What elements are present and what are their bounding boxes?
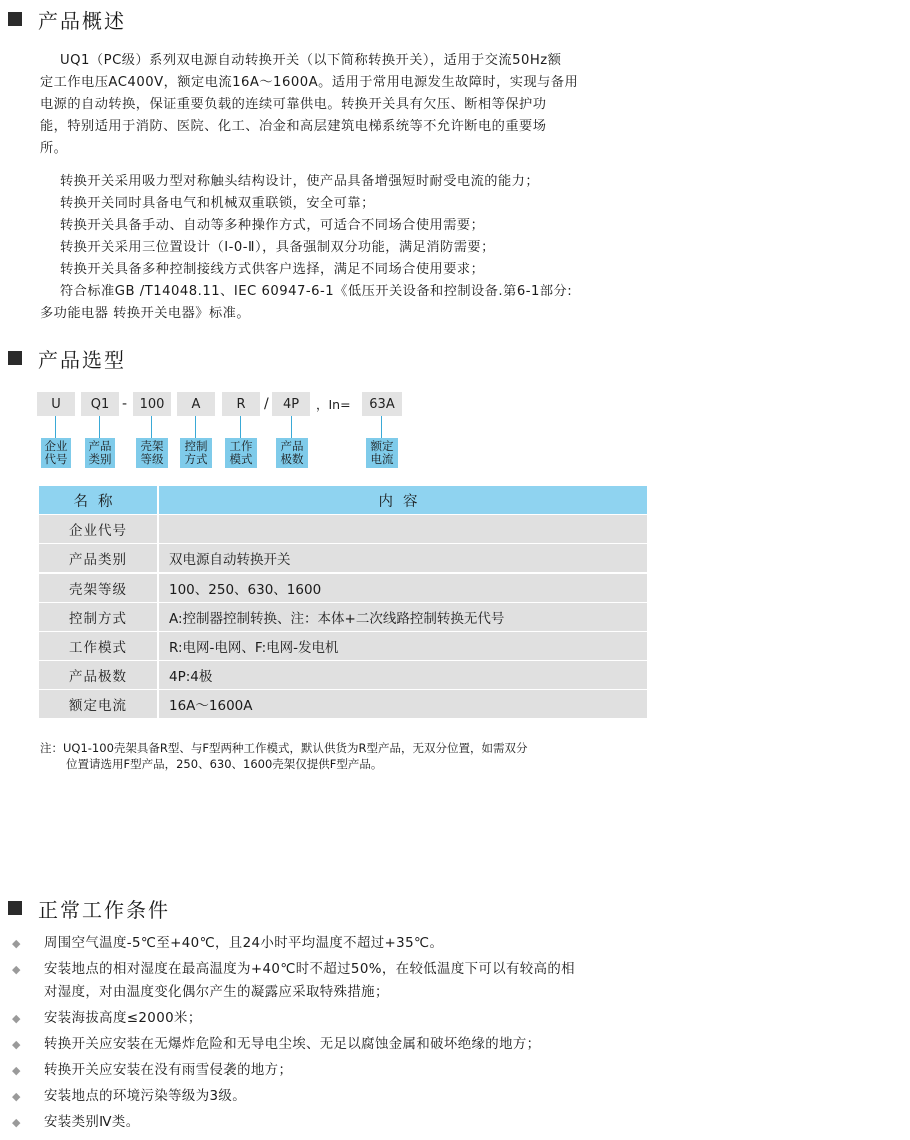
- diamond-bullet-icon: ◆: [12, 1012, 21, 1025]
- text-line: 电源的自动转换，保证重要负载的连续可靠供电。转换开关具有欠压、断相等保护功: [40, 97, 547, 112]
- table-cell-name: 产品极数: [39, 661, 157, 689]
- code-part-company: U: [37, 392, 75, 416]
- table-cell-content: 4P:4极: [159, 661, 647, 689]
- text-line: 定工作电压AC400V，额定电流16A～1600A。适用于常用电源发生故障时，实现与备用: [40, 75, 579, 90]
- table-row: [39, 690, 647, 718]
- item-text: 安装海拔高度≤2000米；: [44, 1011, 202, 1026]
- code-separator: /: [264, 396, 269, 412]
- code-label-frame: [136, 438, 168, 468]
- code-separator: -: [122, 396, 128, 412]
- connector-line: [381, 416, 382, 438]
- code-label-company: [41, 438, 71, 468]
- text-line: 转换开关采用三位置设计（Ⅰ-0-Ⅱ），具备强制双分功能，满足消防需要；: [60, 240, 495, 255]
- list-item: [10, 1111, 670, 1134]
- code-part-frame: 100: [133, 392, 171, 416]
- list-item: [10, 1007, 670, 1030]
- section-conditions-header: [8, 895, 170, 921]
- text-line: 转换开关采用吸力型对称触头结构设计，使产品具备增强短时耐受电流的能力；: [60, 174, 540, 189]
- label-line: 模式: [229, 452, 253, 466]
- label-line: 类别: [88, 452, 112, 466]
- table-row: [39, 603, 647, 631]
- diamond-bullet-icon: ◆: [12, 963, 21, 976]
- overview-paragraph: [40, 50, 656, 160]
- table-cell-name: 壳架等级: [39, 574, 157, 602]
- table-cell-name: 企业代号: [39, 515, 157, 543]
- selection-note: [40, 740, 660, 772]
- features-paragraph: [40, 171, 656, 325]
- label-line: 企业: [44, 439, 68, 453]
- label-line: 壳架: [140, 439, 164, 453]
- table-row: [39, 661, 647, 689]
- table-cell-content: 16A～1600A: [159, 690, 647, 718]
- code-label-category: [85, 438, 115, 468]
- table-cell-content: 双电源自动转换开关: [159, 544, 647, 572]
- code-part-poles: 4P: [272, 392, 310, 416]
- connector-line: [240, 416, 241, 438]
- label-line: 等级: [140, 452, 164, 466]
- selection-table: [39, 486, 647, 720]
- diamond-bullet-icon: ◆: [12, 1064, 21, 1077]
- code-label-poles: [276, 438, 308, 468]
- section-square-icon: [8, 351, 22, 365]
- label-line: 电流: [370, 452, 394, 466]
- table-cell-content: R:电网-电网、F:电网-发电机: [159, 632, 647, 660]
- list-item: [10, 1059, 670, 1082]
- code-part-control: A: [177, 392, 215, 416]
- item-text: 周围空气温度-5℃至+40℃，且24小时平均温度不超过+35℃。: [44, 936, 444, 951]
- table-header-row: [39, 486, 647, 514]
- label-line: 方式: [184, 452, 208, 466]
- table-cell-name: 工作模式: [39, 632, 157, 660]
- table-cell-name: 额定电流: [39, 690, 157, 718]
- diamond-bullet-icon: ◆: [12, 1116, 21, 1129]
- label-line: 产品: [280, 439, 304, 453]
- text-line: 多功能电器 转换开关电器》标准。: [40, 306, 251, 321]
- text-line: 能，特别适用于消防、医院、化工、冶金和高层建筑电梯系统等不允许断电的重要场: [40, 119, 547, 134]
- text-line: 符合标准GB /T14048.11、IEC 60947-6-1《低压开关设备和控制设备.第6-1部分:: [60, 284, 573, 299]
- section-square-icon: [8, 901, 22, 915]
- table-row: [39, 632, 647, 660]
- label-line: 极数: [280, 452, 304, 466]
- label-line: 产品: [88, 439, 112, 453]
- code-part-category: Q1: [81, 392, 119, 416]
- table-header-content: 内容: [159, 486, 647, 514]
- section-square-icon: [8, 12, 22, 26]
- table-header-name: 名称: [39, 486, 157, 514]
- text-line: 转换开关具备多种控制接线方式供客户选择，满足不同场合使用要求；: [60, 262, 485, 277]
- item-text: 安装类别Ⅳ类。: [44, 1115, 140, 1130]
- connector-line: [291, 416, 292, 438]
- label-line: 代号: [44, 452, 68, 466]
- section-selection-header: [8, 345, 126, 371]
- list-item: [10, 1085, 670, 1108]
- item-text: 对湿度，对由温度变化偶尔产生的凝露应采取特殊措施；: [44, 985, 389, 1000]
- diamond-bullet-icon: ◆: [12, 1038, 21, 1051]
- text-line: 所。: [40, 141, 68, 156]
- diamond-bullet-icon: ◆: [12, 1090, 21, 1103]
- table-cell-name: 产品类别: [39, 544, 157, 572]
- text-line: 转换开关具备手动、自动等多种操作方式，可适合不同场合使用需要；: [60, 218, 485, 233]
- table-cell-content: [159, 515, 647, 543]
- list-item: [10, 1033, 670, 1056]
- code-label-mode: [225, 438, 257, 468]
- code-part-mode: R: [222, 392, 260, 416]
- conditions-list: [10, 932, 670, 1137]
- connector-line: [55, 416, 56, 438]
- text-line: 转换开关同时具备电气和机械双重联锁，安全可靠；: [60, 196, 375, 211]
- section-title: 正常工作条件: [38, 897, 170, 922]
- table-cell-name: 控制方式: [39, 603, 157, 631]
- label-line: 控制: [184, 439, 208, 453]
- table-cell-content: 100、250、630、1600: [159, 574, 647, 602]
- list-item: [10, 958, 670, 1004]
- table-row: [39, 515, 647, 543]
- list-item: [10, 932, 670, 955]
- item-text: 转换开关应安装在没有雨雪侵袭的地方；: [44, 1063, 293, 1078]
- diamond-bullet-icon: ◆: [12, 937, 21, 950]
- item-text: 安装地点的相对湿度在最高温度为+40℃时不超过50%，在较低温度下可以有较高的相: [44, 962, 575, 977]
- code-separator: ，In=: [316, 397, 351, 412]
- connector-line: [99, 416, 100, 438]
- section-title: 产品概述: [38, 8, 126, 33]
- table-row: [39, 574, 647, 602]
- text-line: UQ1（PC级）系列双电源自动转换开关（以下简称转换开关），适用于交流50Hz额: [60, 53, 562, 68]
- table-row: [39, 544, 647, 572]
- code-label-current: [366, 438, 398, 468]
- table-cell-content: A:控制器控制转换、注：本体+二次线路控制转换无代号: [159, 603, 647, 631]
- connector-line: [195, 416, 196, 438]
- label-line: 额定: [370, 439, 394, 453]
- note-line: 位置请选用F型产品，250、630、1600壳架仅提供F型产品。: [66, 757, 383, 771]
- code-part-current: 63A: [362, 392, 402, 416]
- connector-line: [151, 416, 152, 438]
- section-overview-header: [8, 6, 126, 32]
- note-line: 注：UQ1-100壳架具备R型、与F型两种工作模式，默认供货为R型产品，无双分位置，如需双分: [40, 741, 528, 755]
- item-text: 转换开关应安装在无爆炸危险和无导电尘埃、无足以腐蚀金属和破坏绝缘的地方；: [44, 1037, 541, 1052]
- section-title: 产品选型: [38, 347, 126, 372]
- item-text: 安装地点的环境污染等级为3级。: [44, 1089, 246, 1104]
- code-label-control: [180, 438, 212, 468]
- label-line: 工作: [229, 439, 253, 453]
